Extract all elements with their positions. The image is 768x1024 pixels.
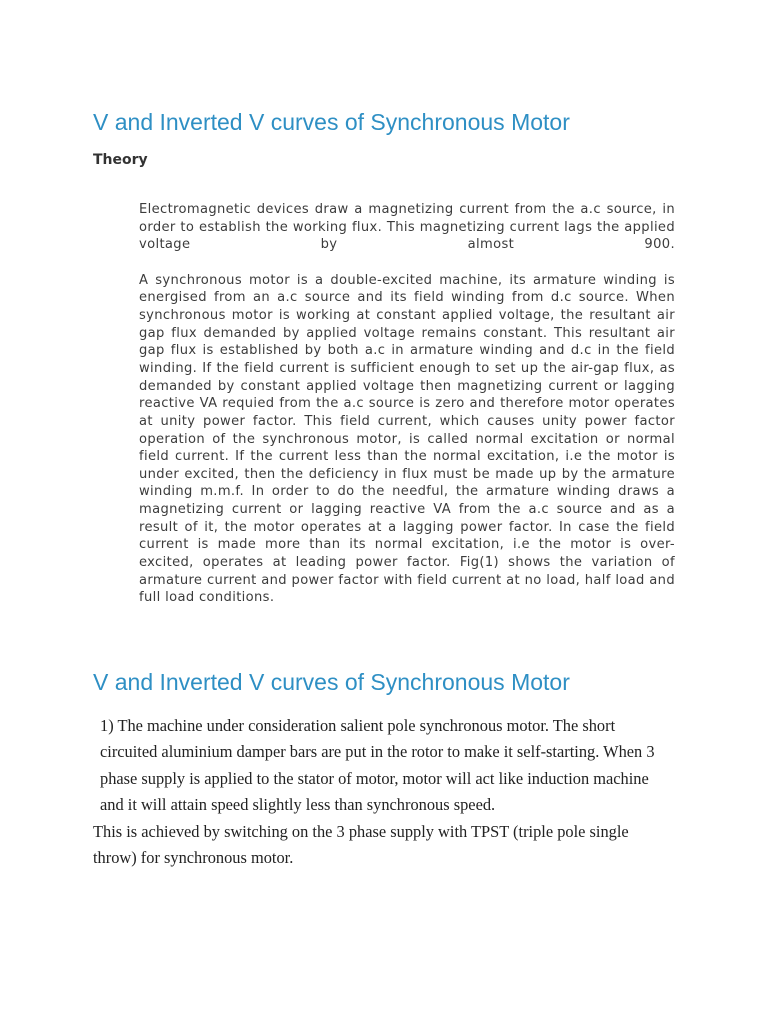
theory-section bbox=[139, 201, 675, 607]
theory-subheading: Theory bbox=[93, 152, 148, 168]
theory-paragraph: A synchronous motor is a double-excited machine, its armature winding is energised from an a.c source and its field winding from d.c source. When synchronous motor is working at constant applied voltage, the resultant air gap flux demanded by applied voltage remains constant. This resultant air gap flux is established by both a.c in armature winding and d.c in the field winding. If the field current is sufficient enough to set up the air-gap flux, as demanded by constant applied voltage then magnetizing current or lagging reactive VA requied from the a.c source is zero and therefore motor operates at unity power factor. This field current, which causes unity power factor operation of the synchronous motor, is called normal excitation or normal field current. If the current less than the normal excitation, i.e the motor is under excited, then the deficiency in flux must be made up by the armature winding m.m.f. In order to do the needful, the armature winding draws a magnetizing current or lagging reactive VA from the a.c source and as a result of it, the motor operates at a lagging power factor. In case the field current is made more than its normal excitation, i.e the motor is over-excited, operates at leading power factor. Fig(1) shows the variation of armature current and power factor with field current at no load, half load and full load conditions. bbox=[139, 272, 675, 606]
procedure-paragraph: This is achieved by switching on the 3 phase supply with TPST (triple pole single throw) for synchronous motor. bbox=[93, 821, 629, 868]
page-title: V and Inverted V curves of Synchronous Motor bbox=[93, 109, 570, 135]
theory-paragraph: Electromagnetic devices draw a magnetizing current from the a.c source, in order to establish the working flux. This magnetizing current lags the applied voltage by almost 900. bbox=[139, 202, 675, 253]
procedure-section bbox=[93, 713, 673, 871]
procedure-paragraph: 1) The machine under consideration salient pole synchronous motor. The short circuited aluminium damper bars are put in the rotor to make it self-starting. When 3 phase supply is applied to the stator of motor, motor will act like induction machine and it will attain speed slightly less than synchronous speed. bbox=[100, 716, 655, 815]
section-heading: V and Inverted V curves of Synchronous Motor bbox=[93, 669, 570, 695]
